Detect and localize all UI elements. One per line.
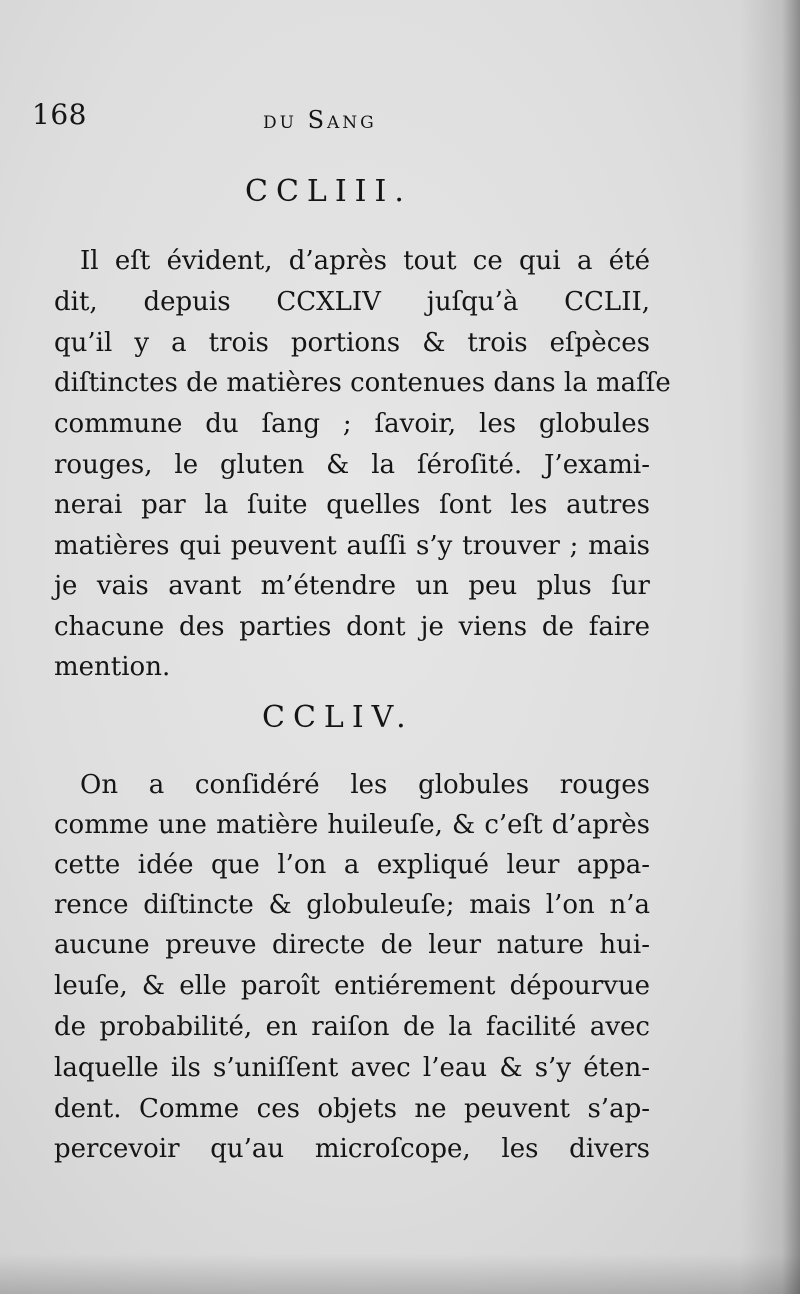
text-line: diſtinctes de matières contenues dans la maſſe (54, 368, 671, 398)
text-line: rence diſtincte & globuleuſe; mais l’on n’a (54, 890, 650, 920)
page-number: 168 (32, 98, 87, 131)
gutter-shadow (740, 0, 800, 1294)
text-line: dent. Comme ces objets ne peuvent s’ap- (54, 1094, 650, 1124)
text-line: Il eſt évident, d’après tout ce qui a été (80, 246, 650, 276)
running-head: du Sang (263, 106, 377, 134)
text-line: leuſe, & elle paroît entiérement dépourvue (54, 971, 650, 1001)
text-line: mention. (54, 652, 171, 682)
text-line: cette idée que l’on a expliqué leur appa- (54, 850, 650, 880)
text-line: commune du ſang ; ſavoir, les globules (54, 409, 650, 439)
text-line: nerai par la ſuite quelles ſont les autres (54, 490, 650, 520)
bottom-edge-shadow (0, 1254, 800, 1294)
text-line: aucune preuve directe de leur nature hui- (54, 930, 650, 960)
text-line: dit, depuis CCXLIV juſqu’à CCLII, (54, 287, 650, 317)
text-line: de probabilité, en raiſon de la facilité avec (54, 1012, 650, 1042)
text-line: chacune des parties dont je viens de faire (54, 612, 650, 642)
section-title-ccliii: CCLIII. (245, 174, 412, 209)
text-line: On a conſidéré les globules rouges (80, 770, 650, 800)
text-line: laquelle ils s’uniſſent avec l’eau & s’y éten- (54, 1053, 650, 1083)
text-line: qu’il y a trois portions & trois eſpèces (54, 328, 650, 358)
text-line: rouges, le gluten & la ſéroſité. J’exami- (54, 450, 650, 480)
text-line: percevoir qu’au microſcope, les divers (54, 1134, 650, 1164)
section-title-ccliv: CCLIV. (262, 700, 414, 735)
text-line: matières qui peuvent auſſi s’y trouver ; mais (54, 531, 650, 561)
text-line: comme une matière huileuſe, & c’eſt d’après (54, 810, 650, 840)
text-line: je vais avant m’étendre un peu plus ſur (54, 571, 650, 601)
